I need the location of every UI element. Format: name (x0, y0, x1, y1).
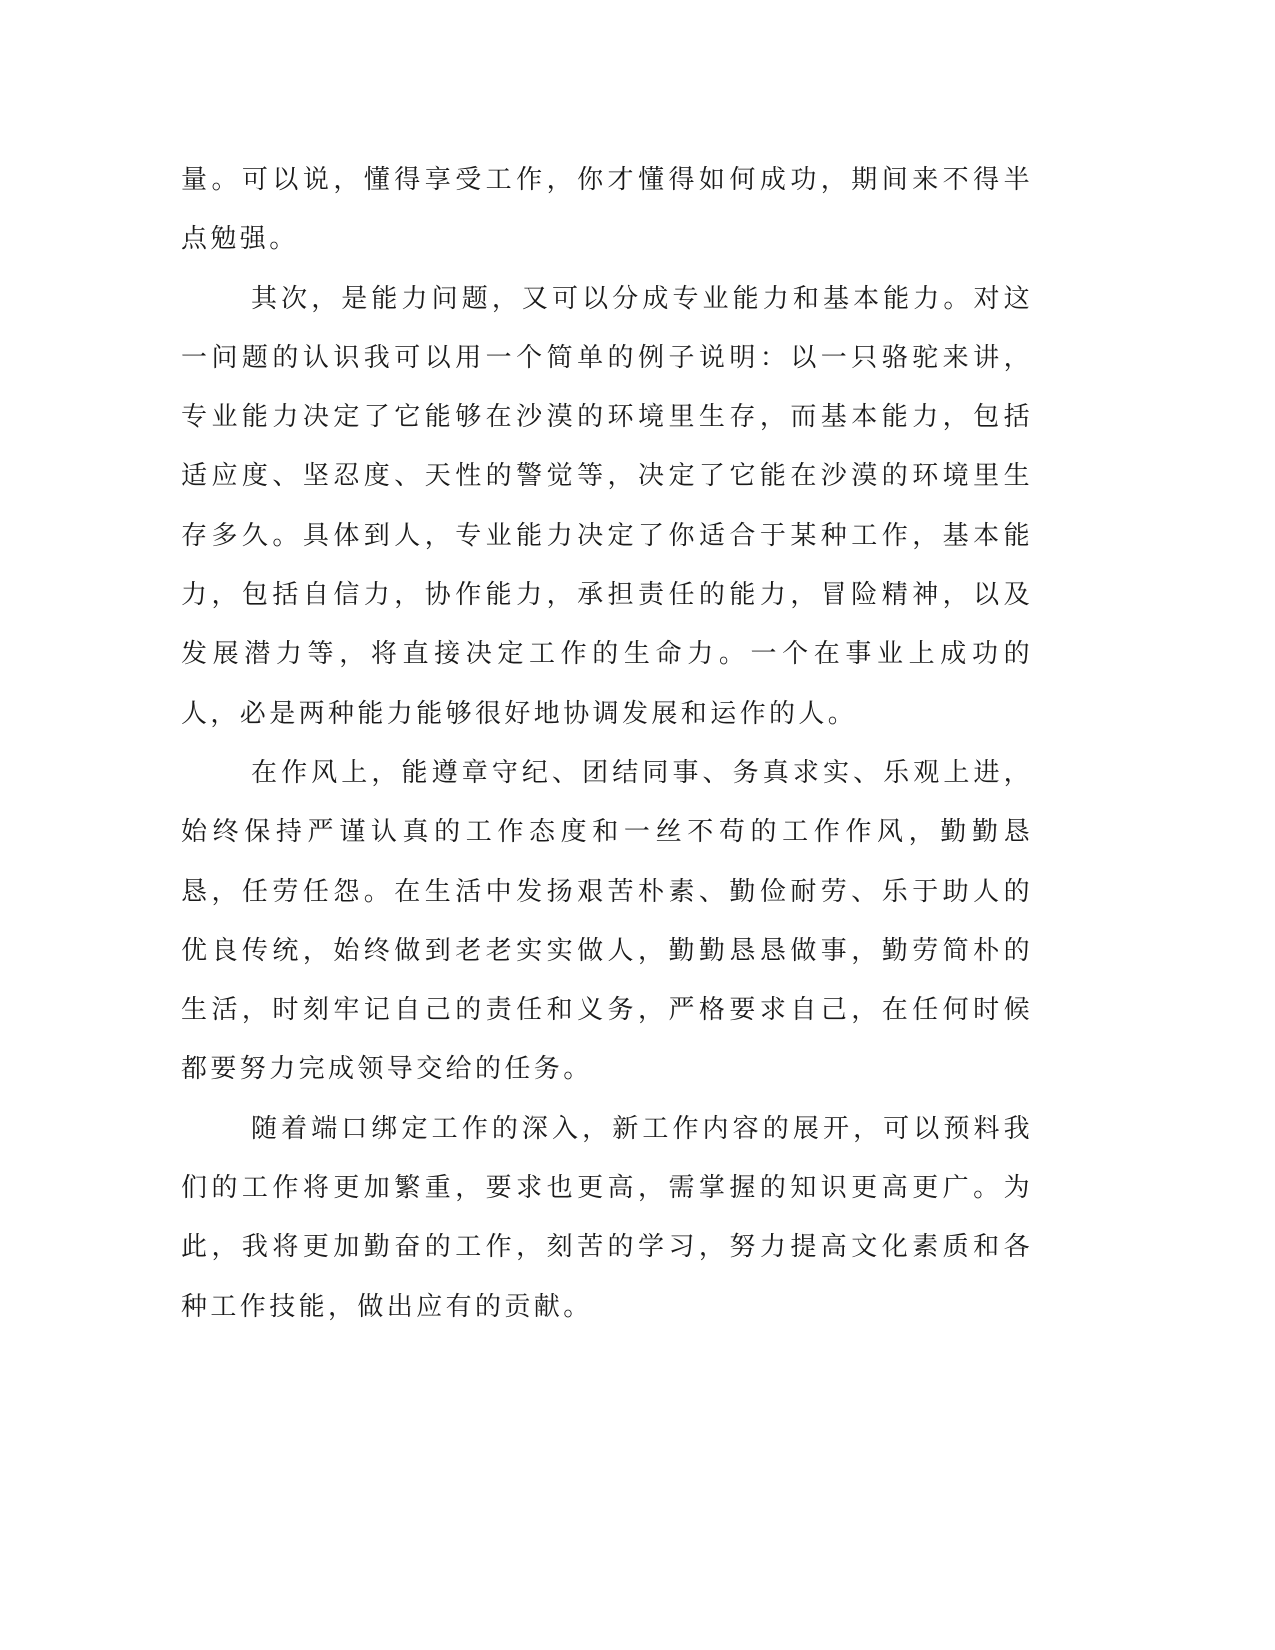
paragraph-ability: 其次，是能力问题，又可以分成专业能力和基本能力。对这一问题的认识我可以用一个简单的例子说明：以一只骆驼来讲，专业能力决定了它能够在沙漠的环境里生存，而基本能力，包括适应度、坚忍度、天性的警觉等，决定了它能在沙漠的环境里生存多久。具体到人，专业能力决定了你适合于某种工作，基本能力，包括自信力，协作能力，承担责任的能力，冒险精神，以及发展潜力等，将直接决定工作的生命力。一个在事业上成功的人，必是两种能力能够很好地协调发展和运作的人。 (181, 283, 1033, 729)
paragraph-outlook: 随着端口绑定工作的深入，新工作内容的展开，可以预料我们的工作将更加繁重，要求也更高，需掌握的知识更高更广。为此，我将更加勤奋的工作，刻苦的学习，努力提高文化素质和各种工作技能，做出应有的贡献。 (181, 1113, 1033, 1322)
paragraph-work-style: 在作风上，能遵章守纪、团结同事、务真求实、乐观上进，始终保持严谨认真的工作态度和一丝不苟的工作作风，勤勤恳恳，任劳任怨。在生活中发扬艰苦朴素、勤俭耐劳、乐于助人的优良传统，始终做到老老实实做人，勤勤恳恳做事，勤劳简朴的生活，时刻牢记自己的责任和义务，严格要求自己，在任何时候都要努力完成领导交给的任务。 (181, 757, 1033, 1085)
body-text (181, 151, 1033, 1337)
paragraph-continuation: 量。可以说，懂得享受工作，你才懂得如何成功，期间来不得半点勉强。 (181, 165, 1033, 255)
